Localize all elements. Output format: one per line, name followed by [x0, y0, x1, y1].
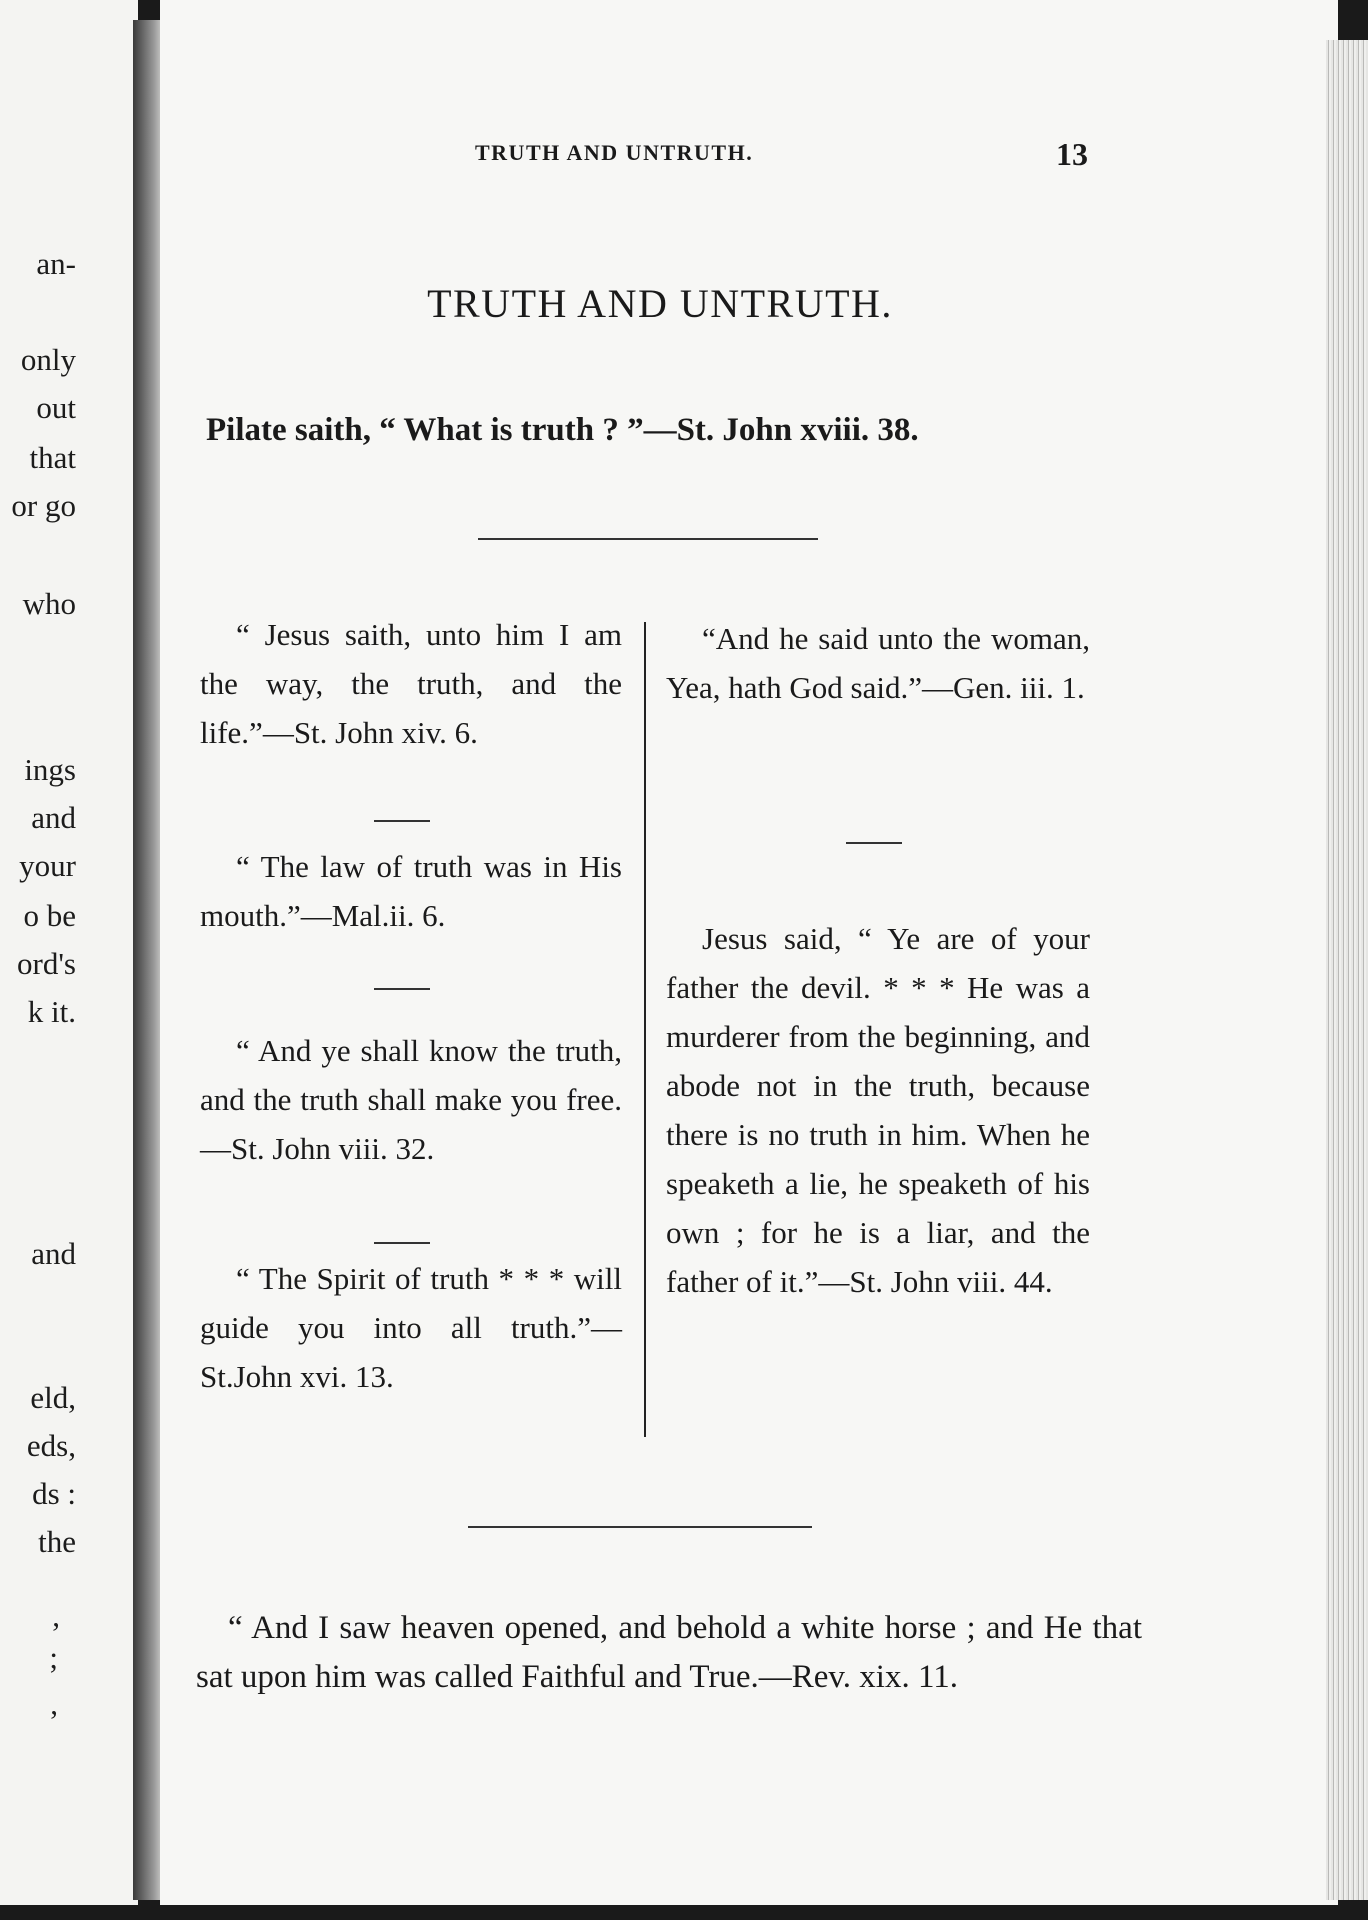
untruth-column — [666, 914, 1090, 1306]
closing-quote-text: “ And I saw heaven opened, and behold a white horse ; and He that sat upon him was called Faithful and True.—Rev. xix. 11. — [196, 1610, 1142, 1695]
book-gutter — [133, 20, 163, 1900]
left-page-text: , — [50, 1686, 58, 1721]
left-page-text: out — [36, 390, 76, 425]
left-page-text: k it. — [27, 994, 76, 1029]
left-page-text: an- — [36, 246, 76, 281]
truth-column — [200, 842, 622, 940]
left-page-text: ds : — [32, 1476, 76, 1511]
column-divider — [644, 622, 646, 1437]
left-page-text: only — [20, 342, 76, 377]
epigraph: Pilate saith, “ What is truth ? ”—St. John xviii. 38. — [206, 412, 919, 448]
truth-column — [200, 610, 622, 757]
left-page-fragment — [0, 0, 138, 1905]
page-edges — [1326, 40, 1368, 1900]
left-page-text: ; — [49, 1640, 58, 1675]
running-head: TRUTH AND UNTRUTH. — [475, 140, 754, 165]
truth-quote: “ The law of truth was in His mouth.”—Mal.ii. 6. — [200, 849, 622, 933]
left-page-text: and — [31, 800, 76, 835]
left-page-text: that — [29, 440, 76, 475]
left-page-text: ings — [24, 752, 76, 787]
page-title: TRUTH AND UNTRUTH. — [427, 281, 893, 326]
untruth-quote: Jesus said, “ Ye are of your father the devil. * * * He was a murderer from the beginning, and abode not in the truth, because there is no truth in him. When he speaketh a lie, he speaketh of his own ; for he is a liar, and the father of it.”—St. John viii. 44. — [666, 921, 1090, 1299]
left-page-text: the — [38, 1524, 76, 1559]
left-page-text: , — [52, 1598, 60, 1633]
truth-column — [200, 1026, 622, 1173]
quote-separator — [374, 988, 430, 990]
quote-separator — [846, 842, 902, 844]
truth-quote: “ The Spirit of truth * * * will guide you into all truth.”—St.John xvi. 13. — [200, 1261, 622, 1394]
closing-quote — [196, 1604, 1142, 1702]
left-page-text: ord's — [17, 946, 76, 981]
truth-quote: “ And ye shall know the truth, and the truth shall make you free.—St. John viii. 32. — [200, 1033, 622, 1166]
book-page — [160, 0, 1338, 1905]
untruth-quote: “And he said unto the woman, Yea, hath God said.”—Gen. iii. 1. — [666, 621, 1090, 705]
truth-column — [200, 1254, 622, 1401]
left-page-text: your — [19, 848, 76, 883]
page-number: 13 — [1056, 136, 1088, 172]
untruth-column — [666, 614, 1090, 712]
left-page-text: and — [31, 1236, 76, 1271]
left-page-text: o be — [23, 898, 76, 933]
truth-quote: “ Jesus saith, unto him I am the way, the truth, and the life.”—St. John xiv. 6. — [200, 617, 622, 750]
quote-separator — [374, 820, 430, 822]
left-page-text: eds, — [26, 1428, 76, 1463]
left-page-text: or go — [11, 488, 76, 523]
quote-separator — [374, 1242, 430, 1244]
left-page-text: eld, — [30, 1380, 76, 1415]
left-page-text: who — [22, 586, 76, 621]
section-divider — [478, 538, 818, 540]
section-divider — [468, 1526, 812, 1528]
